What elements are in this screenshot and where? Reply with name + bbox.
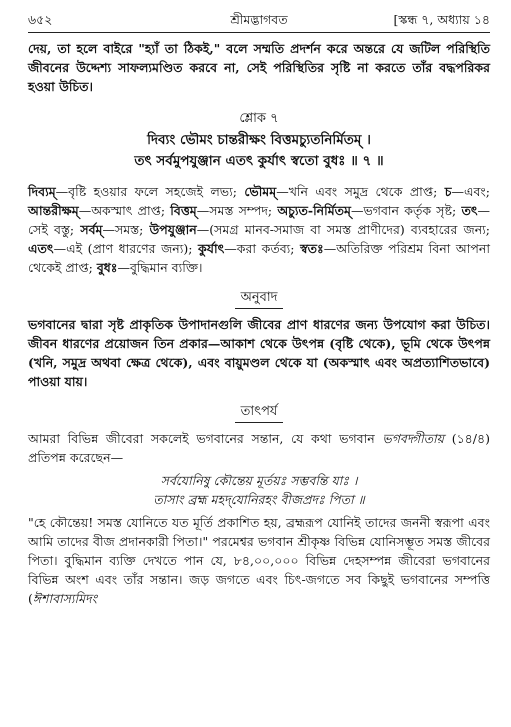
synonym-meaning: —বৃষ্টি হওয়ার ফলে সহজেই লভ্য; [55,184,245,199]
purport-text: (১৪/৪) প্রতিপন্ন করেছেন— [28,431,490,465]
header-rule [28,32,490,33]
purport-paragraph-2 [28,513,490,608]
page-number: ৬৫২ [28,12,53,27]
sloka-heading: শ্লোক ৭ [239,111,279,126]
synonym-meaning: —সমস্ত সম্পদ; [196,203,278,218]
sloka-line-1: দিব্যং ভৌমং চান্তরীক্ষং বিত্তমচ্যুতনির্মিতম্ । [147,132,371,148]
synonym-meaning: —অকস্মাৎ প্রাপ্ত; [78,203,171,218]
synonym-word: অচ্যুত-নির্মিতম্ [277,203,351,218]
synonym-meaning: —অতিরিক্ত পরিশ্রম বিনা আপনা থেকেই প্রাপ্ত; [28,241,490,275]
page-header [28,12,490,30]
synonym-word: বুধঃ [96,260,118,275]
sloka-line-2: তৎ সর্বমুপযুঞ্জান এতৎ কুর্যাৎ স্বতো বুধঃ ॥ ৭ ॥ [134,153,384,169]
synonym-word: উপযুঞ্জান [149,222,197,237]
gita-title: ভগবদ্গীতায় [382,431,445,446]
book-title: শ্রীমদ্ভাগবত [230,12,288,27]
synonym-meaning: —এবং; [451,184,491,199]
synonym-meaning: —খনি এবং সমুদ্র থেকে প্রাপ্ত; [276,184,445,199]
synonym-meaning: —বুদ্ধিমান ব্যক্তি। [117,260,203,275]
synonym-meaning: —ভগবান কর্তৃক সৃষ্ট; [350,203,462,218]
isopanisad-quote: ঈশাবাস্যমিদং [32,591,97,606]
purport-text: আমরা বিভিন্ন জীবেরা সকলেই ভগবানের সন্তান, যে কথা ভগবান [28,431,383,446]
synonym-meaning: —করা কর্তব্য; [224,241,301,256]
synonym-word: স্বতঃ [300,241,324,256]
purport-paragraph-1 [28,429,490,467]
purport-heading: তাৎপর্য [235,403,284,423]
synonym-word: ভৌমম্ [244,184,277,199]
section-reference: [স্কন্ধ ৭, অধ্যায় ১৪ [393,12,490,27]
synonym-word: এতৎ [28,241,54,256]
synonym-meaning: —এই (প্রাণ ধারণের জন্য); [53,241,199,256]
gita-verse-line-2: তাসাং ব্রহ্ম মহদ্‌যোনিরহং বীজপ্রদঃ পিতা ॥ [153,492,365,507]
synonym-meaning: —সেই বস্তু; [28,203,491,237]
synonym-word: কুর্যাৎ [198,241,225,256]
page [28,12,490,608]
synonym-word: দিব্যম্ [28,184,56,199]
purport-text: "হে কৌন্তেয়! সমস্ত যোনিতে যত মূর্তি প্রকাশিত হয়, ব্রহ্মরূপ যোনিই তাদের জননী স্বরূপা এবং আমি তাদের বীজ প্রদানকারী পিতা।" পরমেশ্বর ভগবান শ্রীকৃষ্ণ বিভিন্ন যোনিসম্ভূত সমস্ত জীবের পিতা। বুদ্ধিমান ব্যক্তি দেখতে পান যে, ৮৪,০০,০০০ বিভিন্ন দেহসম্পন্ন জীবেরা ভগবানের বিভিন্ন অংশ এবং তাঁর সন্তান। জড় জগতে এবং চিৎ-জগতে সব কিছুই ভগবানের সম্পত্তি ( [28,515,490,606]
synonym-meaning: —সমস্ত; [102,222,150,237]
synonym-meaning: —(সমগ্র মানব-সমাজ বা সমস্ত প্রাণীদের) ব্যবহারের জন্য; [196,222,491,237]
intro-paragraph: দেয়, তা হলে বাইরে "হ্যাঁ তা ঠিকই," বলে সম্মতি প্রদর্শন করে অন্তরে যে জটিল পরিস্থিতি জীবনের উদ্দেশ্য সাফল্যমণ্ডিত করবে না, সেই পরিস্থিতির সৃষ্টি না করতে তাঁর বদ্ধপরিকর হওয়া উচিত। [28,41,490,94]
synonym-word: চ [444,184,452,199]
synonym-word: আন্তরীক্ষম্ [28,203,79,218]
translation-heading: অনুবাদ [235,289,284,309]
gita-verse-line-1: সর্বযোনিষু কৌন্তেয় মূর্তয়ঃ সম্ভবন্তি যাঃ । [160,473,358,488]
translation-text: ভগবানের দ্বারা সৃষ্ট প্রাকৃতিক উপাদানগুলি জীবের প্রাণ ধারণের জন্য উপযোগ করা উচিত। জীবন ধারণের প্রয়োজন তিন প্রকার—আকাশ থেকে উৎপন্ন (বৃষ্টি থেকে), ভূমি থেকে উৎপন্ন (খনি, সমুদ্র অথবা ক্ষেত্র থেকে), এবং বায়ুমণ্ডল থেকে যা (অকস্মাৎ এবং অপ্রত্যাশিতভাবে) পাওয়া যায়। [28,317,490,389]
synonym-word: সর্বম্ [80,222,103,237]
synonym-word: বিত্তম্ [170,203,197,218]
synonyms-paragraph [28,182,490,277]
synonym-word: তৎ [461,203,478,218]
